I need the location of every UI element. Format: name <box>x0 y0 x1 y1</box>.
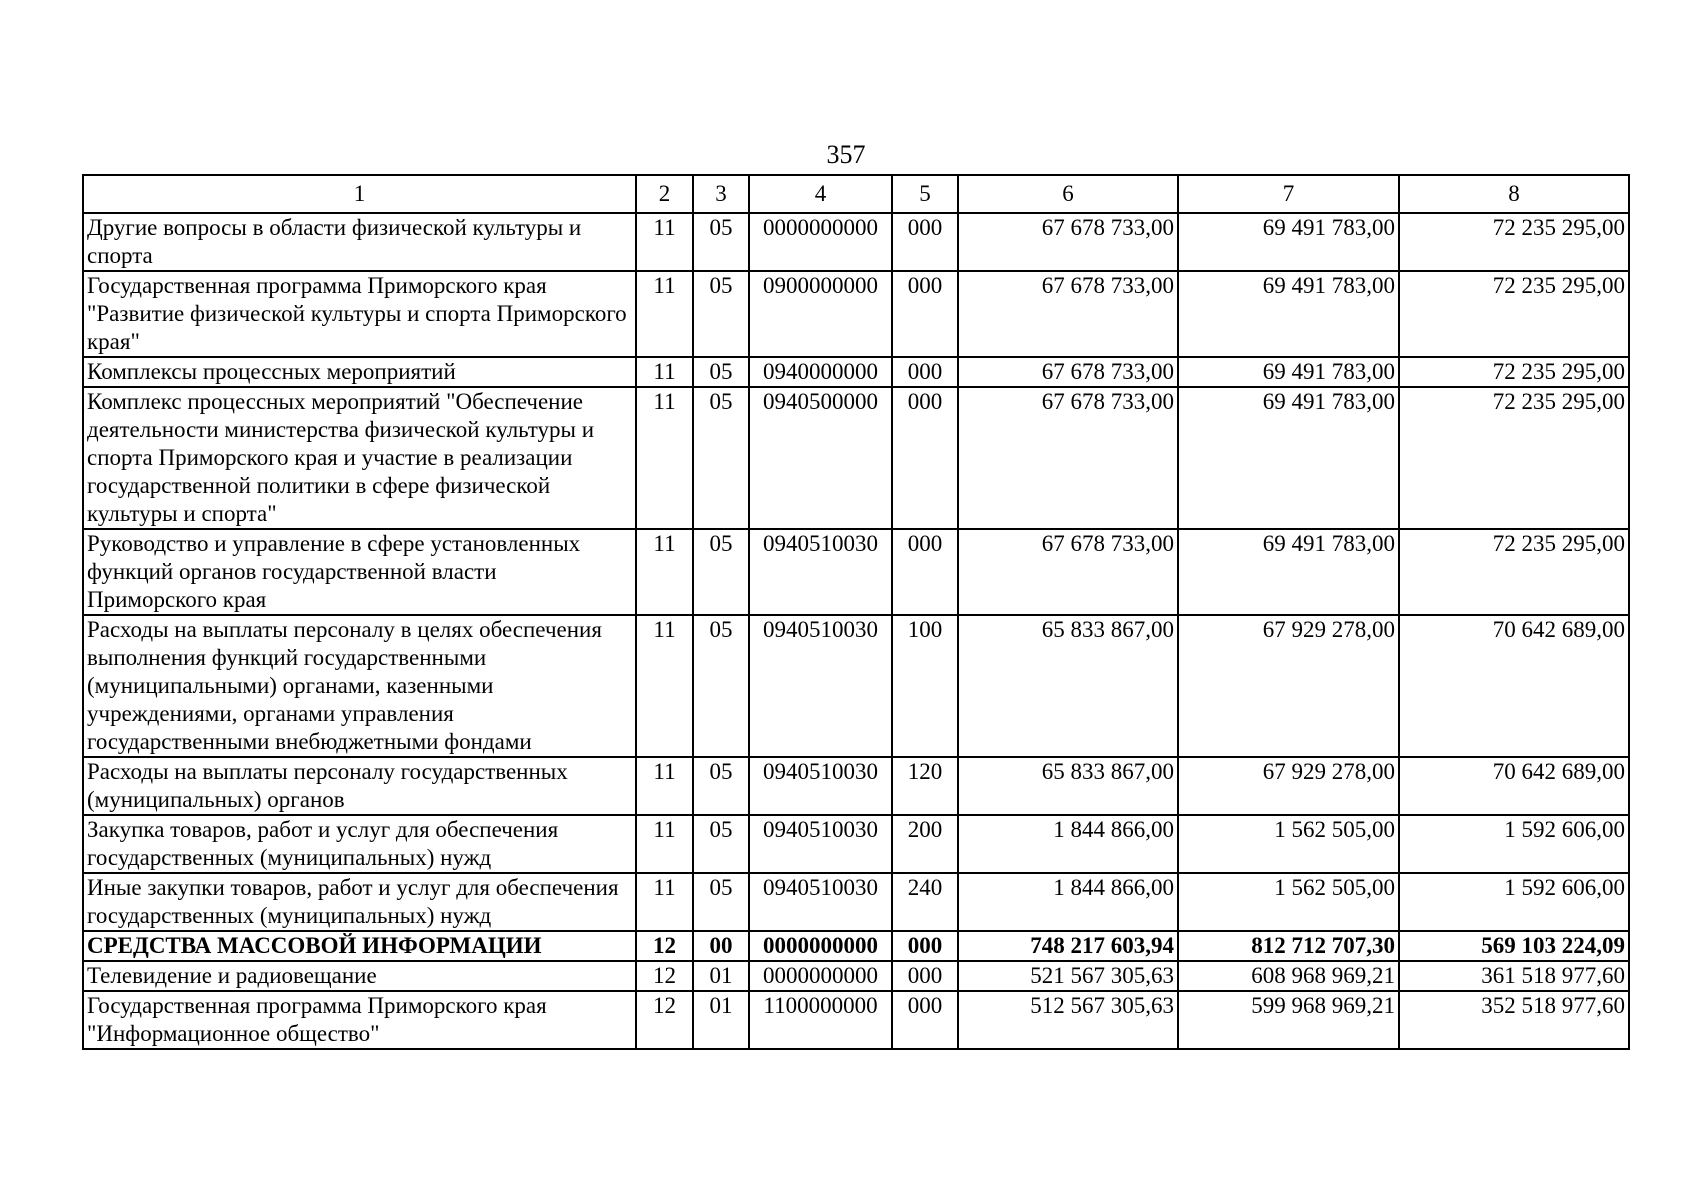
amount-col6: 65 833 867,00 <box>958 757 1178 815</box>
row-name: Комплекс процессных мероприятий "Обеспечение деятельности министерства физической культуры и спорта Приморского края и участие в реализации государственной политики в сфере физической культуры и спорта" <box>83 387 636 529</box>
amount-col7: 69 491 783,00 <box>1178 213 1399 271</box>
section-code: 11 <box>636 873 693 931</box>
expense-type-code: 000 <box>892 387 958 529</box>
row-name: Руководство и управление в сфере установленных функций органов государственной власти Приморского края <box>83 529 636 615</box>
table-row <box>83 961 1629 991</box>
section-code: 11 <box>636 529 693 615</box>
amount-col8: 72 235 295,00 <box>1399 271 1629 357</box>
row-name: Закупка товаров, работ и услуг для обеспечения государственных (муниципальных) нужд <box>83 815 636 873</box>
table-row <box>83 615 1629 757</box>
header-cell: 1 <box>83 175 636 213</box>
amount-col8: 72 235 295,00 <box>1399 387 1629 529</box>
subsection-code: 05 <box>693 757 749 815</box>
row-name: Расходы на выплаты персоналу государственных (муниципальных) органов <box>83 757 636 815</box>
expense-type-code: 100 <box>892 615 958 757</box>
expense-type-code: 240 <box>892 873 958 931</box>
amount-col7: 1 562 505,00 <box>1178 873 1399 931</box>
table-row-section-total <box>83 931 1629 961</box>
table-row <box>83 357 1629 387</box>
amount-col8: 1 592 606,00 <box>1399 815 1629 873</box>
budget-table <box>82 174 1630 1050</box>
amount-col7: 812 712 707,30 <box>1178 931 1399 961</box>
header-cell: 2 <box>636 175 693 213</box>
header-cell: 8 <box>1399 175 1629 213</box>
amount-col7: 69 491 783,00 <box>1178 529 1399 615</box>
target-article-code: 0940510030 <box>749 757 892 815</box>
subsection-code: 05 <box>693 387 749 529</box>
amount-col6: 512 567 305,63 <box>958 991 1178 1049</box>
amount-col6: 748 217 603,94 <box>958 931 1178 961</box>
target-article-code: 0000000000 <box>749 213 892 271</box>
amount-col6: 67 678 733,00 <box>958 387 1178 529</box>
row-name: Расходы на выплаты персоналу в целях обеспечения выполнения функций государственными (муниципальными) органами, казенными учреждениями, органами управления государственными внебюджетными фондами <box>83 615 636 757</box>
amount-col8: 72 235 295,00 <box>1399 357 1629 387</box>
target-article-code: 0940000000 <box>749 357 892 387</box>
table-row <box>83 991 1629 1049</box>
row-name: Государственная программа Приморского края "Информационное общество" <box>83 991 636 1049</box>
expense-type-code: 000 <box>892 357 958 387</box>
table-row <box>83 271 1629 357</box>
amount-col7: 67 929 278,00 <box>1178 615 1399 757</box>
section-code: 11 <box>636 387 693 529</box>
row-name: Комплексы процессных мероприятий <box>83 357 636 387</box>
amount-col8: 70 642 689,00 <box>1399 757 1629 815</box>
section-code: 11 <box>636 213 693 271</box>
section-code: 12 <box>636 961 693 991</box>
amount-col8: 72 235 295,00 <box>1399 213 1629 271</box>
amount-col7: 69 491 783,00 <box>1178 387 1399 529</box>
table-row <box>83 873 1629 931</box>
subsection-code: 05 <box>693 271 749 357</box>
target-article-code: 0900000000 <box>749 271 892 357</box>
subsection-code: 05 <box>693 873 749 931</box>
subsection-code: 05 <box>693 213 749 271</box>
target-article-code: 0000000000 <box>749 961 892 991</box>
table-row <box>83 815 1629 873</box>
amount-col7: 69 491 783,00 <box>1178 271 1399 357</box>
target-article-code: 0000000000 <box>749 931 892 961</box>
amount-col6: 521 567 305,63 <box>958 961 1178 991</box>
subsection-code: 00 <box>693 931 749 961</box>
target-article-code: 0940500000 <box>749 387 892 529</box>
expense-type-code: 200 <box>892 815 958 873</box>
amount-col8: 72 235 295,00 <box>1399 529 1629 615</box>
table-row <box>83 213 1629 271</box>
amount-col6: 67 678 733,00 <box>958 213 1178 271</box>
amount-col6: 1 844 866,00 <box>958 873 1178 931</box>
section-code: 12 <box>636 931 693 961</box>
amount-col8: 352 518 977,60 <box>1399 991 1629 1049</box>
subsection-code: 01 <box>693 961 749 991</box>
amount-col7: 69 491 783,00 <box>1178 357 1399 387</box>
amount-col6: 1 844 866,00 <box>958 815 1178 873</box>
subsection-code: 05 <box>693 815 749 873</box>
section-code: 11 <box>636 815 693 873</box>
amount-col8: 70 642 689,00 <box>1399 615 1629 757</box>
header-cell: 7 <box>1178 175 1399 213</box>
section-code: 11 <box>636 271 693 357</box>
section-code: 11 <box>636 357 693 387</box>
section-code: 12 <box>636 991 693 1049</box>
target-article-code: 0940510030 <box>749 873 892 931</box>
expense-type-code: 000 <box>892 213 958 271</box>
amount-col8: 569 103 224,09 <box>1399 931 1629 961</box>
table-header-row <box>83 175 1629 213</box>
table-row <box>83 387 1629 529</box>
amount-col7: 1 562 505,00 <box>1178 815 1399 873</box>
expense-type-code: 000 <box>892 529 958 615</box>
amount-col6: 65 833 867,00 <box>958 615 1178 757</box>
header-cell: 6 <box>958 175 1178 213</box>
subsection-code: 05 <box>693 357 749 387</box>
section-code: 11 <box>636 615 693 757</box>
subsection-code: 05 <box>693 529 749 615</box>
expense-type-code: 000 <box>892 931 958 961</box>
section-code: 11 <box>636 757 693 815</box>
target-article-code: 1100000000 <box>749 991 892 1049</box>
amount-col8: 1 592 606,00 <box>1399 873 1629 931</box>
subsection-code: 05 <box>693 615 749 757</box>
expense-type-code: 000 <box>892 991 958 1049</box>
row-name: Другие вопросы в области физической культуры и спорта <box>83 213 636 271</box>
expense-type-code: 120 <box>892 757 958 815</box>
page-number: 357 <box>826 140 866 169</box>
target-article-code: 0940510030 <box>749 529 892 615</box>
target-article-code: 0940510030 <box>749 815 892 873</box>
table-row <box>83 757 1629 815</box>
header-cell: 3 <box>693 175 749 213</box>
header-cell: 5 <box>892 175 958 213</box>
amount-col7: 67 929 278,00 <box>1178 757 1399 815</box>
row-name: Телевидение и радиовещание <box>83 961 636 991</box>
row-name: СРЕДСТВА МАССОВОЙ ИНФОРМАЦИИ <box>83 931 636 961</box>
row-name: Иные закупки товаров, работ и услуг для обеспечения государственных (муниципальных) нужд <box>83 873 636 931</box>
amount-col6: 67 678 733,00 <box>958 529 1178 615</box>
expense-type-code: 000 <box>892 961 958 991</box>
amount-col6: 67 678 733,00 <box>958 357 1178 387</box>
header-cell: 4 <box>749 175 892 213</box>
expense-type-code: 000 <box>892 271 958 357</box>
subsection-code: 01 <box>693 991 749 1049</box>
amount-col8: 361 518 977,60 <box>1399 961 1629 991</box>
amount-col7: 599 968 969,21 <box>1178 991 1399 1049</box>
amount-col7: 608 968 969,21 <box>1178 961 1399 991</box>
target-article-code: 0940510030 <box>749 615 892 757</box>
table-row <box>83 529 1629 615</box>
amount-col6: 67 678 733,00 <box>958 271 1178 357</box>
row-name: Государственная программа Приморского края "Развитие физической культуры и спорта Приморского края" <box>83 271 636 357</box>
